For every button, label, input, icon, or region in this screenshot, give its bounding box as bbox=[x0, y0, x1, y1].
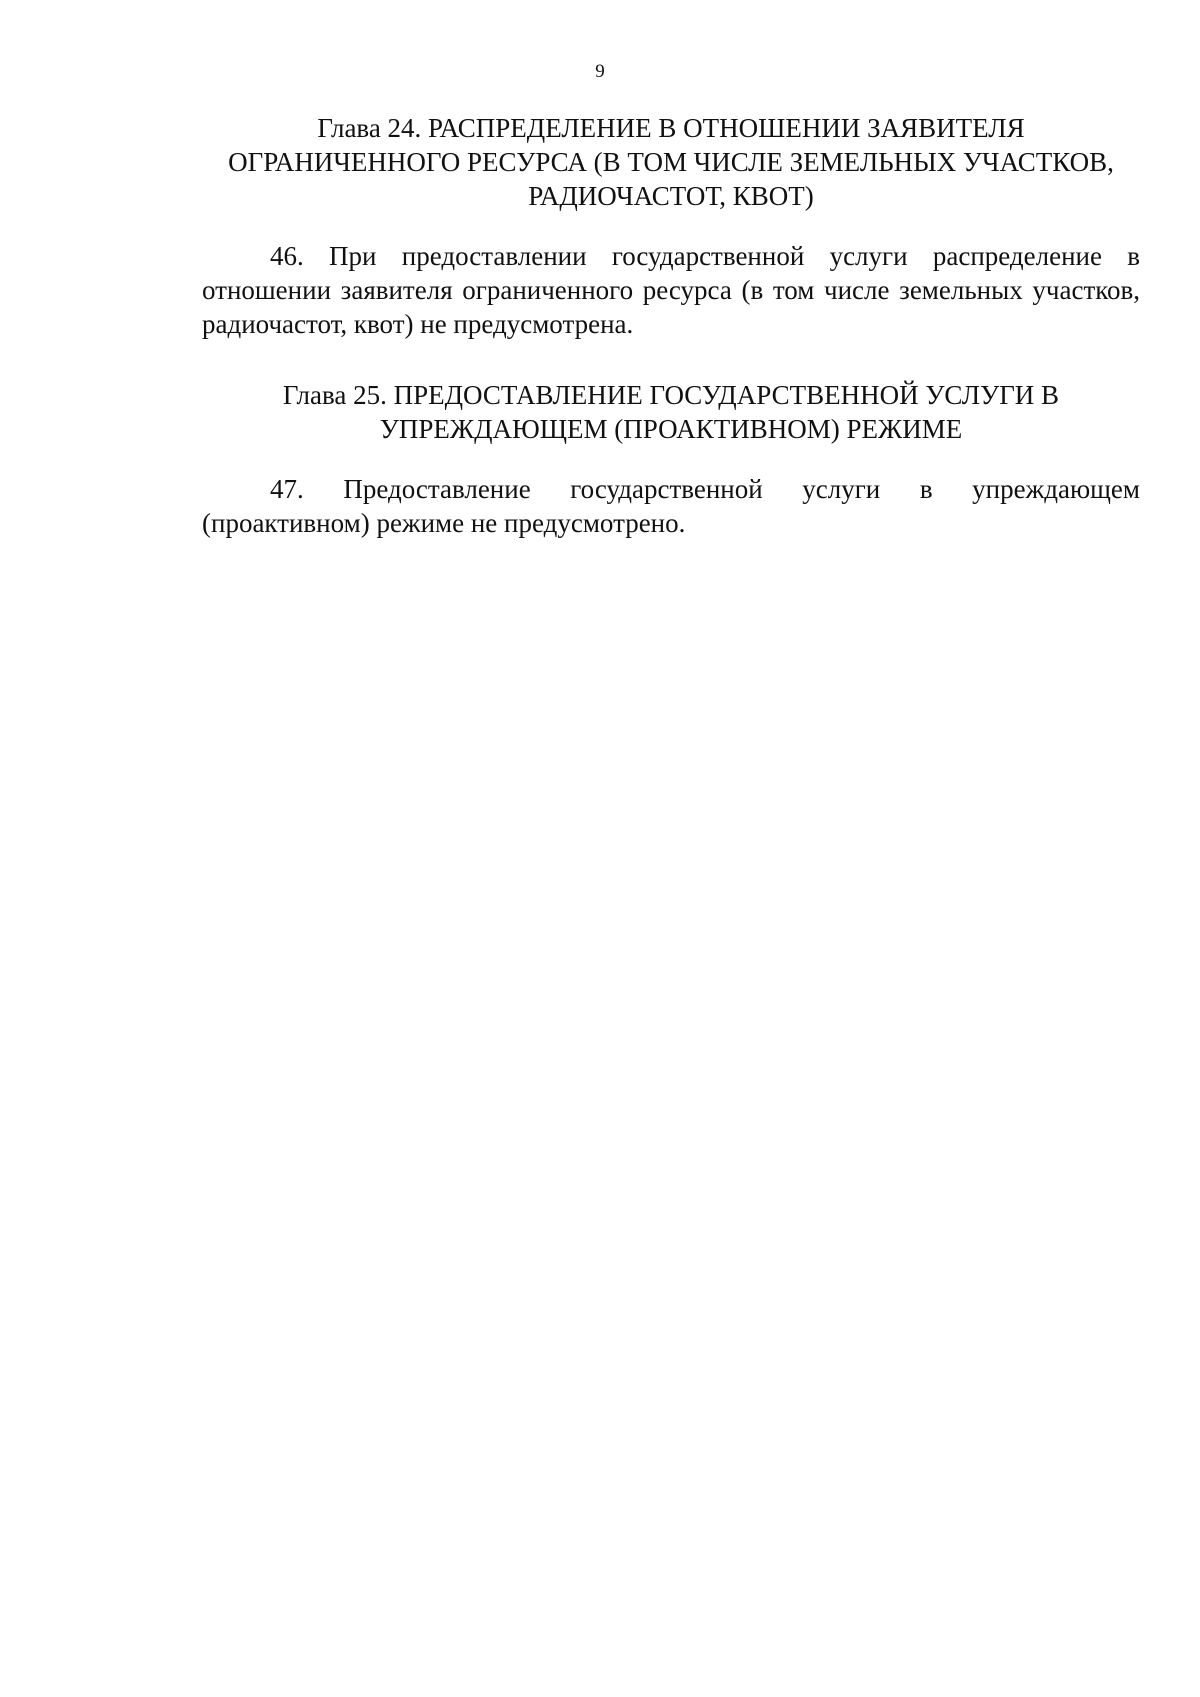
chapter-24-title-line-2: ОГРАНИЧЕННОГО РЕСУРСА (В ТОМ ЧИСЛЕ ЗЕМЕЛЬНЫХ УЧАСТКОВ, bbox=[228, 147, 1114, 177]
page-number: 9 bbox=[595, 61, 605, 82]
spacer bbox=[202, 446, 1140, 472]
chapter-24-title bbox=[202, 111, 1140, 213]
paragraph-46: 46. При предоставлении государственной услуги распределение в отношении заявителя ограниченного ресурса (в том числе земельных участков, радиочастот, квот) не предусмотрена. bbox=[202, 241, 1140, 339]
chapter-24-section bbox=[202, 111, 1140, 341]
chapter-24-title-line-3: РАДИОЧАСТОТ, КВОТ) bbox=[528, 181, 814, 211]
chapter-25-section bbox=[202, 378, 1140, 540]
spacer bbox=[202, 341, 1140, 378]
document-body bbox=[202, 111, 1140, 540]
chapter-24-title-line-1: Глава 24. РАСПРЕДЕЛЕНИЕ В ОТНОШЕНИИ ЗАЯВИТЕЛЯ bbox=[317, 113, 1025, 143]
chapter-25-title bbox=[202, 378, 1140, 446]
chapter-25-title-line-2: УПРЕЖДАЮЩЕМ (ПРОАКТИВНОМ) РЕЖИМЕ bbox=[379, 414, 963, 444]
spacer bbox=[202, 213, 1140, 239]
paragraph-47: 47. Предоставление государственной услуги в упреждающем (проактивном) режиме не предусмотрено. bbox=[202, 474, 1140, 538]
chapter-25-title-line-1: Глава 25. ПРЕДОСТАВЛЕНИЕ ГОСУДАРСТВЕННОЙ УСЛУГИ В bbox=[282, 380, 1060, 410]
